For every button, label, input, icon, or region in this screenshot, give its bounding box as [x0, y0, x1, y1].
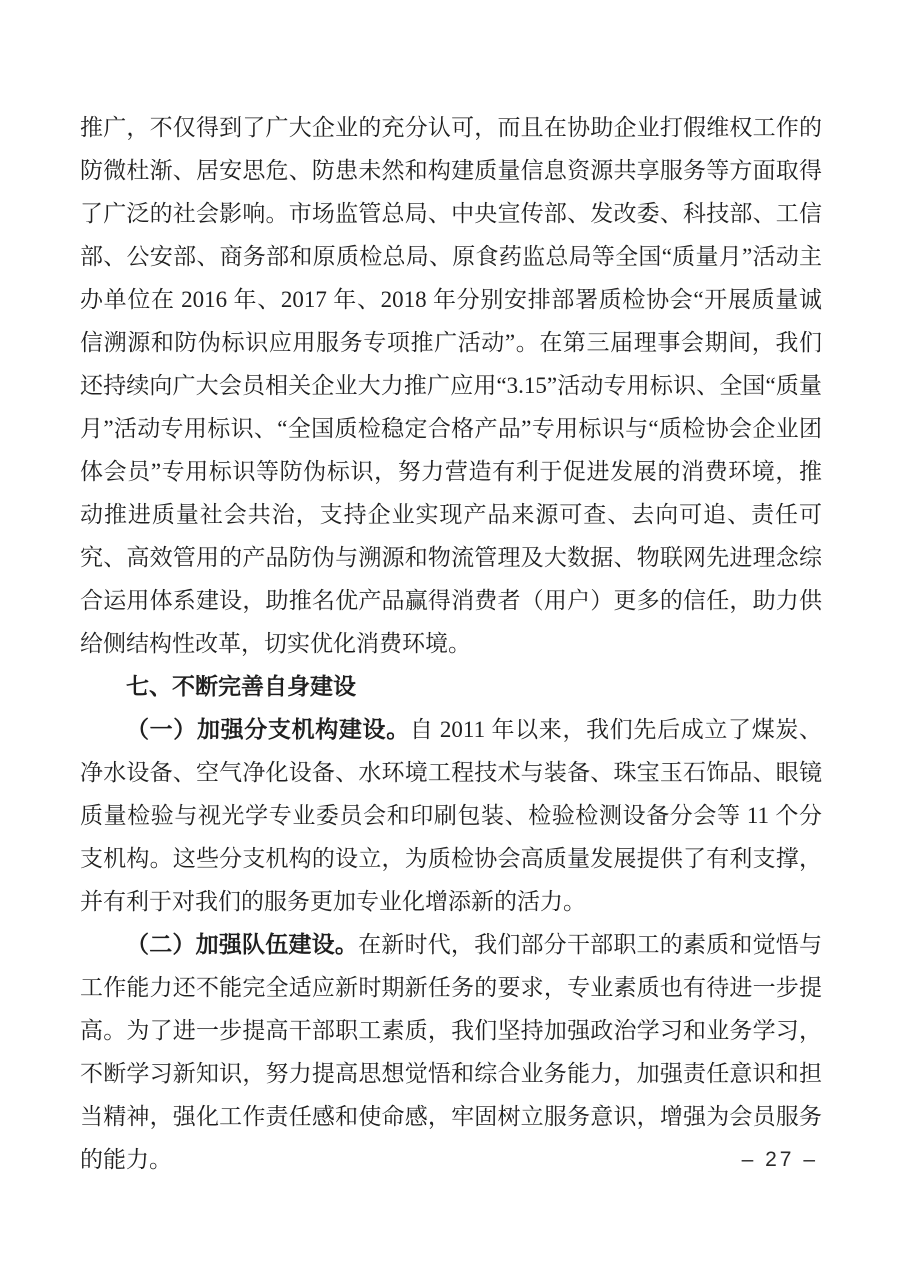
- continuation-paragraph: 推广，不仅得到了广大企业的充分认可，而且在协助企业打假维权工作的防微杜渐、居安思危、防患未然和构建质量信息资源共享服务等方面取得了广泛的社会影响。市场监管总局、中央宣传部、发改委、科技部、工信部、公安部、商务部和原质检总局、原食药监总局等全国“质量月”活动主办单位在 2016 年、2017 年、2018 年分别安排部署质检协会“开展质量诚信溯源和防伪标识应用服务专项推广活动”。在第三届理事会期间，我们还持续向广大会员相关企业大力推广应用“3.15”活动专用标识、全国“质量月”活动专用标识、“全国质检稳定合格产品”专用标识与“质检协会企业团体会员”专用标识等防伪标识，努力营造有利于促进发展的消费环境，推动推进质量社会共治，支持企业实现产品来源可查、去向可追、责任可究、高效管用的产品防伪与溯源和物流管理及大数据、物联网先进理念综合运用体系建设，助推名优产品赢得消费者（用户）更多的信任，助力供给侧结构性改革，切实优化消费环境。: [80, 115, 822, 656]
- subsection-1-lead: （一）加强分支机构建设。: [126, 716, 410, 742]
- subsection-1-text: 自 2011 年以来，我们先后成立了煤炭、净水设备、空气净化设备、水环境工程技术与装备、珠宝玉石饰品、眼镜质量检验与视光学专业委员会和印刷包装、检验检测设备分会等 11 个分支机构。这些分支机构的设立，为质检协会高质量发展提供了有利支撑，并有利于对我们的服务更加专业化增添新的活力。: [80, 717, 823, 914]
- subsection-paragraph-1: [80, 708, 822, 923]
- document-body: [80, 106, 822, 1181]
- subsection-2-lead: （二）加强队伍建设。: [126, 931, 359, 957]
- page-number: – 27 –: [741, 1148, 818, 1171]
- subsection-paragraph-2: [80, 923, 822, 1181]
- subsection-2-text: 在新时代，我们部分干部职工的素质和觉悟与工作能力还不能完全适应新时期新任务的要求，专业素质也有待进一步提高。为了进一步提高干部职工素质，我们坚持加强政治学习和业务学习，不断学习新知识，努力提高思想觉悟和综合业务能力，加强责任意识和担当精神，强化工作责任感和使命感，牢固树立服务意识，增强为会员服务的能力。: [80, 932, 823, 1172]
- section-heading: 七、不断完善自身建设: [126, 673, 356, 699]
